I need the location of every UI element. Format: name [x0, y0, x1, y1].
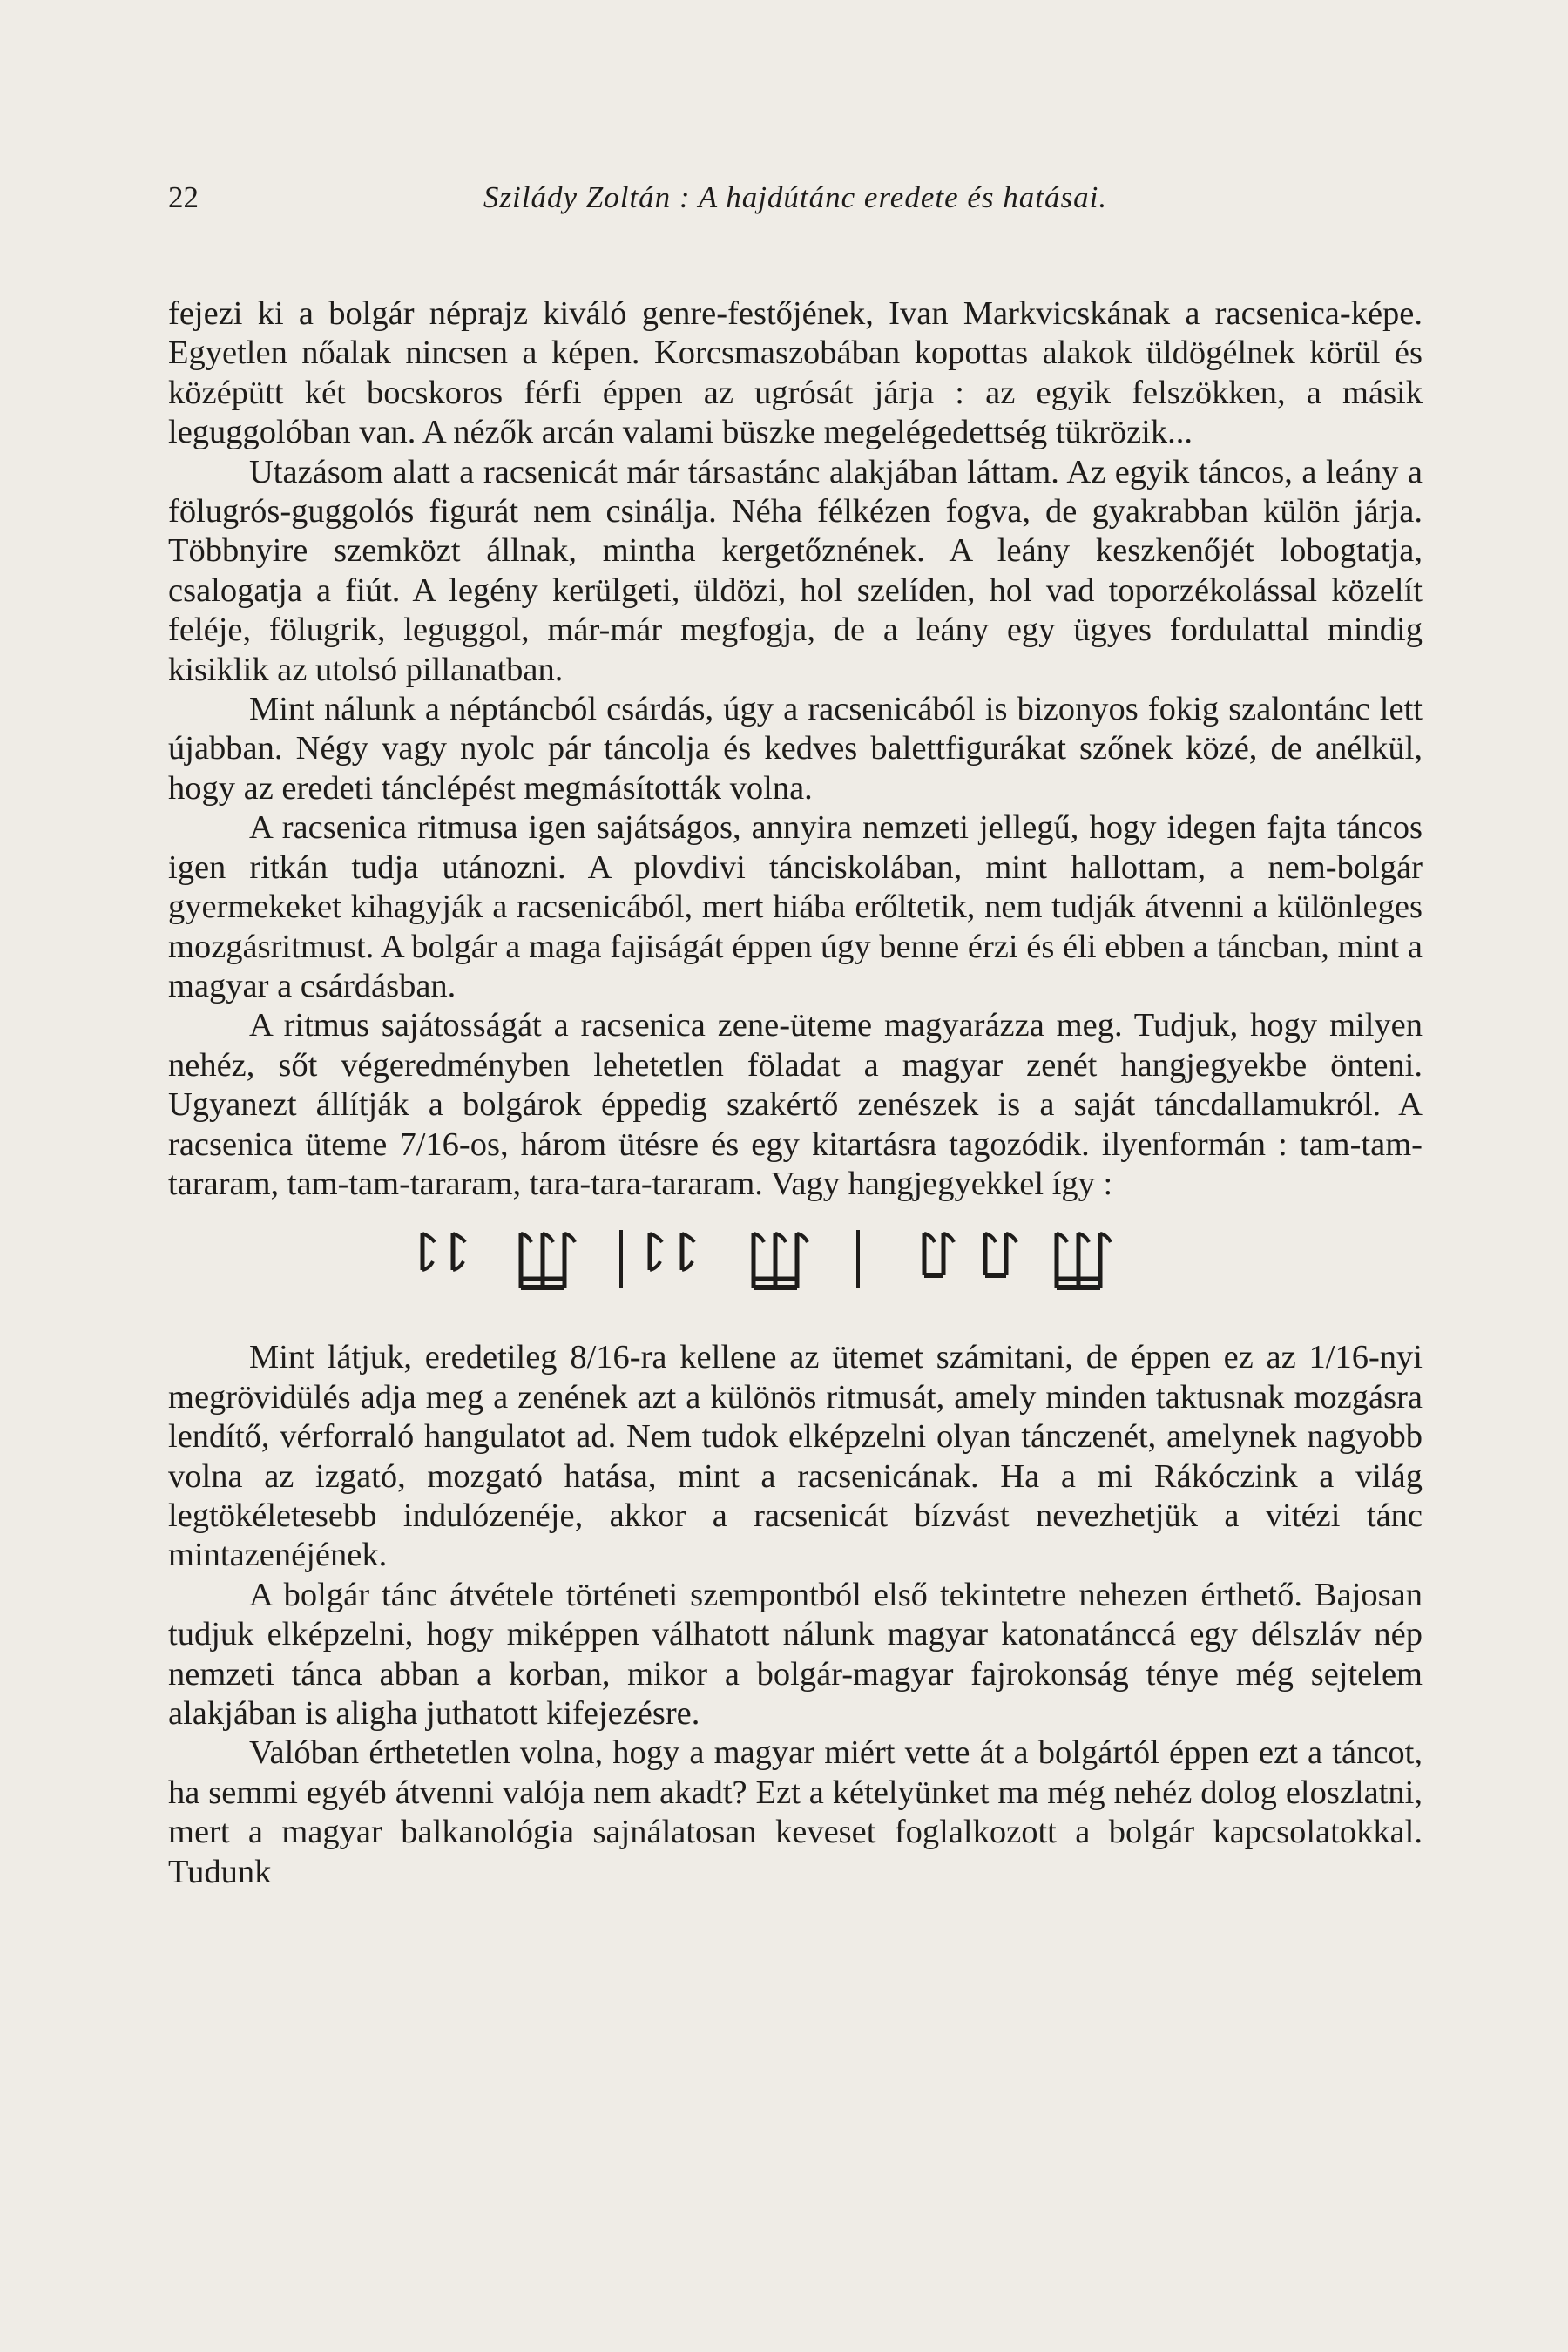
note-group — [422, 1233, 465, 1270]
body-text — [168, 294, 1423, 1892]
paragraph: A racsenica ritmusa igen sajátságos, annyira nemzeti jellegű, hogy idegen fajta táncos igen ritkán tudja utánozni. A plovdivi tánciskolában, mint hallottam, a nem-bolgár gyermekeket kihagyják a racsenicából, mert hiába erőltetik, nem tudják átvenni a különleges mozgásritmust. A bolgár a maga fajiságát éppen úgy benne érzi és éli ebben a táncban, mint a magyar a csárdásban. — [168, 809, 1423, 1004]
note-group — [1057, 1233, 1111, 1288]
paragraph: fejezi ki a bolgár néprajz kiváló genre-festőjének, Ivan Markvicskának a racsenica-képe. Egyetlen nőalak nincsen a képen. Korcsmaszobában kopottas alakok üldögélnek körül és középütt két bocskoros férfi éppen az ugrósát járja : az egyik felszökken, a másik leguggolóban van. A nézők arcán valami büszke megelégedettség tükrözik... — [168, 295, 1423, 451]
running-head — [168, 176, 1423, 220]
note-group — [650, 1233, 694, 1270]
rhythm-notation — [168, 1207, 1423, 1329]
paragraph: A bolgár tánc átvétele történeti szempontból első tekintetre nehezen érthető. Bajosan tudjuk elképzelni, hogy miképpen válhatott nálunk magyar katonatánccá egy délszláv nép nemzeti tánca abban a korban, mikor a bolgár-magyar fajrokonság ténye még sejtelem alakjában is aligha juthatott kifejezésre. — [168, 1576, 1423, 1732]
paragraph: Mint nálunk a néptáncból csárdás, úgy a racsenicából is bizonyos fokig szalontánc lett újabban. Négy vagy nyolc pár táncolja és kedves balettfigurákat szőnek közé, de anélkül, hogy az eredeti tánclépést megmásították volna. — [168, 691, 1423, 807]
page-number: 22 — [168, 180, 199, 214]
paragraph: Utazásom alatt a racsenicát már társastánc alakjában láttam. Az egyik táncos, a leány a fölugrós-guggolós figurát nem csinálja. Néha félkézen fogva, de gyakrabban külön járja. Többnyire szemközt állnak, mintha kergetőznének. A leány keszkenőjét lobogtatja, csalogatja a fiút. A legény kerülgeti, üldözi, hol szelíden, hol vad toporzékolással közelít feléje, fölugrik, leguggol, már-már megfogja, de a leány egy ügyes fordulattal mindig kisiklik az utolsó pillanatban. — [168, 453, 1423, 688]
note-group — [521, 1233, 575, 1288]
paragraph: Valóban érthetetlen volna, hogy a magyar miért vette át a bolgártól éppen ezt a táncot, ha semmi egyéb átvenni valója nem akadt? Ezt a kételyünket ma még nehéz dolog eloszlatni, mert a magyar balkanológia sajnálatosan keveset foglalkozott a bolgár kapcsolatokkal. Tudunk — [168, 1734, 1423, 1890]
note-group — [924, 1233, 1017, 1275]
paragraph: A ritmus sajátosságát a racsenica zene-üteme magyarázza meg. Tudjuk, hogy milyen nehéz, sőt végeredményben lehetetlen föladat a magyar zenét hangjegyekbe önteni. Ugyanezt állítják a bolgárok éppedig szakértő zenészek is a saját táncdallamukról. A racsenica üteme 7/16-os, három ütésre és egy kitartásra tagozódik. ilyenformán : tam-tam-tararam, tam-tam-tararam, tara-tara-tararam. Vagy hangjegyekkel így : — [168, 1007, 1423, 1202]
running-title: Sziládу Zoltán : A hajdútánc eredete és hatásai. — [483, 180, 1108, 214]
note-group — [754, 1233, 808, 1288]
paragraph: Mint látjuk, eredetileg 8/16-ra kellene az ütemet számitani, de éppen ez az 1/16-nyi megrövidülés adja meg a zenének azt a különös ritmusát, amely minden taktusnak mozgásra lendítő, vérforraló hangulatot ad. Nem tudok elképzelni olyan tánczenét, amelynek nagyobb volna az izgató, mozgató hatása, mint a racsenicának. Ha a mi Rákóczink a világ legtökéletesebb indulózenéje, akkor a racsenicát bízvást nevezhetjük a vitézi tánc mintazenéjének. — [168, 1339, 1423, 1574]
